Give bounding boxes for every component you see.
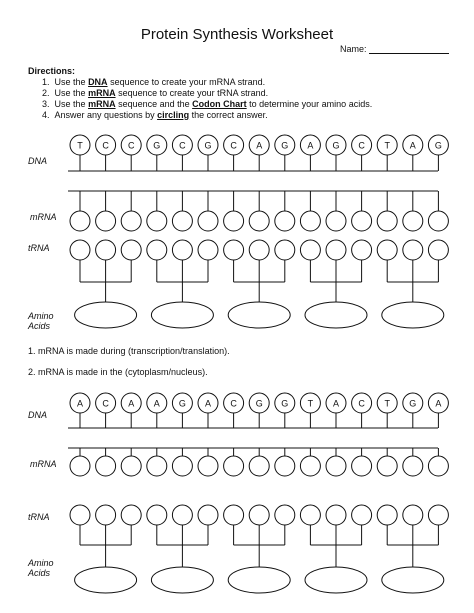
trna-base-blank[interactable] [377,240,397,260]
dna-base-letter: C [102,398,109,409]
dna-base-letter: A [204,398,212,409]
mrna-label-1: mRNA [30,212,57,222]
trna-base-blank[interactable] [96,240,116,260]
mrna-base-blank[interactable] [249,456,269,476]
dna-base-letter: A [128,398,135,409]
mrna-base-blank[interactable] [198,211,218,231]
dna-base-letter: T [77,140,83,151]
dna-base-letter: G [332,140,340,151]
mrna-base-blank[interactable] [121,211,141,231]
direction-step-2: 2. Use the mRNA sequence to create your tRNA strand. [42,88,269,98]
trna-base-blank[interactable] [403,505,423,525]
dna-base-letter: G [281,398,289,409]
dna-base-letter: A [153,398,160,409]
mrna-base-blank[interactable] [70,211,90,231]
mrna-base-blank[interactable] [275,456,295,476]
mrna-base-blank[interactable] [403,456,423,476]
dna-base-letter: G [178,398,186,409]
mrna-base-blank[interactable] [300,211,320,231]
mrna-base-blank[interactable] [377,456,397,476]
dna-base-letter: T [384,140,390,151]
amino-acid-oval[interactable] [382,567,444,593]
dna-base-letter: G [255,398,263,409]
trna-base-blank[interactable] [224,505,244,525]
trna-base-blank[interactable] [96,505,116,525]
trna-label-1: tRNA [28,243,50,253]
dna-base-letter: A [435,398,442,409]
dna-base-letter: T [307,398,314,409]
mrna-base-blank[interactable] [352,211,372,231]
amino-acids-label-1: Amino Acids [28,311,54,331]
amino-acids-label-2: Amino Acids [28,558,54,578]
amino-acid-oval[interactable] [75,302,137,328]
mrna-base-blank[interactable] [172,211,192,231]
dna-base-letter: G [204,140,212,151]
amino-acid-oval[interactable] [305,302,367,328]
amino-acid-oval[interactable] [305,567,367,593]
mrna-base-blank[interactable] [147,211,167,231]
dna-base-letter: C [358,398,365,409]
trna-base-blank[interactable] [172,505,192,525]
dna-base-letter: C [179,140,186,151]
mrna-base-blank[interactable] [403,211,423,231]
mrna-base-blank[interactable] [121,456,141,476]
directions-heading: Directions: [28,66,76,76]
dna-label-1: DNA [28,156,48,166]
dna-base-letter: T [384,398,390,409]
mrna-base-blank[interactable] [300,456,320,476]
mrna-base-blank[interactable] [224,456,244,476]
direction-step-1: 1. Use the DNA sequence to create your mRNA strand. [42,77,266,87]
trna-base-blank[interactable] [224,240,244,260]
question-2: 2. mRNA is made in the (cytoplasm/nucleus). [28,367,208,377]
trna-base-blank[interactable] [198,240,218,260]
trna-base-blank[interactable] [326,240,346,260]
mrna-base-blank[interactable] [326,211,346,231]
dna-base-letter: G [434,140,442,151]
amino-acid-oval[interactable] [382,302,444,328]
trna-base-blank[interactable] [428,505,448,525]
mrna-base-blank[interactable] [96,456,116,476]
page-title: Protein Synthesis Worksheet [140,26,334,43]
amino-acid-oval[interactable] [228,567,290,593]
question-1: 1. mRNA is made during (transcription/translation). [28,346,230,356]
trna-base-blank[interactable] [70,505,90,525]
mrna-base-blank[interactable] [96,211,116,231]
trna-base-blank[interactable] [326,505,346,525]
mrna-base-blank[interactable] [428,456,448,476]
mrna-base-blank[interactable] [377,211,397,231]
mrna-label-2: mRNA [30,459,57,469]
dna-base-letter: A [409,140,416,151]
mrna-base-blank[interactable] [352,456,372,476]
dna-base-letter: A [76,398,84,409]
trna-base-blank[interactable] [300,505,320,525]
trna-base-blank[interactable] [249,240,269,260]
trna-base-blank[interactable] [352,505,372,525]
amino-acid-oval[interactable] [75,567,137,593]
mrna-base-blank[interactable] [147,456,167,476]
trna-base-blank[interactable] [121,240,141,260]
amino-acid-oval[interactable] [228,302,290,328]
amino-acid-oval[interactable] [151,302,213,328]
dna-base-letter: C [358,140,365,151]
dna-base-letter: A [307,140,314,151]
trna-base-blank[interactable] [275,505,295,525]
mrna-base-blank[interactable] [224,211,244,231]
trna-base-blank[interactable] [198,505,218,525]
mrna-base-blank[interactable] [275,211,295,231]
trna-base-blank[interactable] [147,240,167,260]
trna-base-blank[interactable] [275,240,295,260]
trna-base-blank[interactable] [352,240,372,260]
mrna-base-blank[interactable] [428,211,448,231]
trna-base-blank[interactable] [428,240,448,260]
trna-base-blank[interactable] [172,240,192,260]
trna-base-blank[interactable] [70,240,90,260]
dna-base-letter: C [230,140,237,151]
dna-base-letter: G [409,398,417,409]
trna-base-blank[interactable] [403,240,423,260]
mrna-base-blank[interactable] [198,456,218,476]
dna-base-letter: A [256,140,263,151]
dna-base-letter: A [332,398,340,409]
trna-base-blank[interactable] [300,240,320,260]
dna-base-letter: C [127,140,135,151]
trna-base-blank[interactable] [121,505,141,525]
amino-acid-oval[interactable] [151,567,213,593]
dna-base-letter: G [281,140,289,151]
trna-base-blank[interactable] [249,505,269,525]
mrna-base-blank[interactable] [249,211,269,231]
direction-step-4: 4. Answer any questions by circling the correct answer. [42,110,268,120]
direction-step-3: 3. Use the mRNA sequence and the Codon Chart to determine your amino acids. [42,99,373,109]
trna-label-2: tRNA [28,512,50,522]
mrna-base-blank[interactable] [172,456,192,476]
dna-base-letter: C [230,398,237,409]
trna-base-blank[interactable] [147,505,167,525]
dna-base-letter: G [153,140,161,151]
mrna-base-blank[interactable] [326,456,346,476]
name-label: Name: [340,44,367,54]
dna-label-2: DNA [28,410,48,420]
mrna-base-blank[interactable] [70,456,90,476]
dna-base-letter: C [102,140,109,151]
trna-base-blank[interactable] [377,505,397,525]
